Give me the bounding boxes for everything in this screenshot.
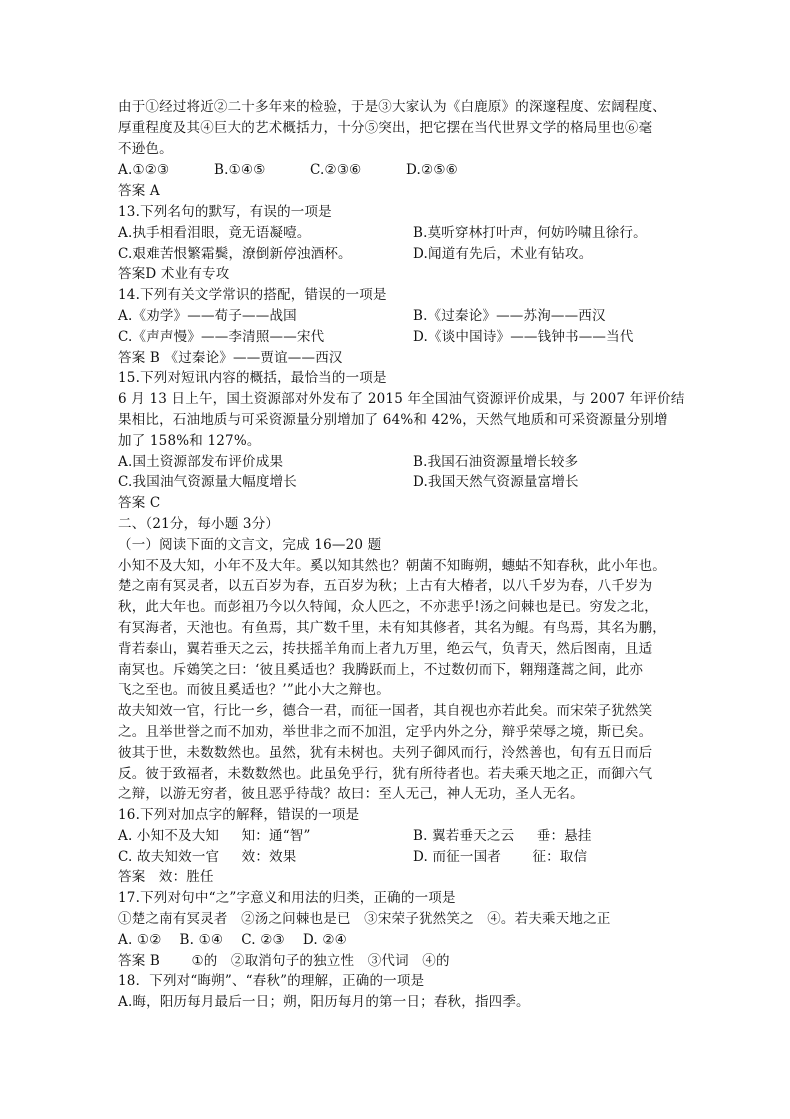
q17-option-b: B. ①④ — [179, 931, 224, 948]
q15-options-row-2 — [118, 472, 678, 493]
q15-option-c: C.我国油气资源量大幅度增长 — [118, 474, 297, 491]
q15-passage-line-3: 加了 158%和 127%。 — [118, 432, 261, 449]
q17-answer: 答案 B ①的 ②取消句子的独立性 ③代词 ④的 — [118, 952, 450, 969]
passage-line: 之。且举世誉之而不加劝，举世非之而不加沮，定乎内外之分，辩乎荣辱之境，斯已矣。 — [118, 723, 653, 740]
q18-stem: 18．下列对“晦朔”、“春秋”的理解，正确的一项是 — [118, 973, 425, 990]
question-17 — [118, 888, 678, 971]
q16-option-b: B. 翼若垂天之云 垂：悬挂 — [413, 827, 592, 844]
q13-options-row-1 — [118, 223, 678, 244]
q17-option-d: D. ②④ — [302, 931, 347, 948]
q17-options — [118, 930, 678, 951]
q13-answer: 答案D 术业有专攻 — [118, 266, 230, 283]
q17-option-a: A. ①② — [118, 931, 162, 948]
q12-options — [118, 160, 678, 181]
q14-stem: 14.下列有关文学常识的搭配，错误的一项是 — [118, 287, 387, 304]
q13-option-a: A.执手相看泪眼，竟无语凝噎。 — [118, 224, 311, 241]
q17-option-c: C. ②③ — [241, 931, 285, 948]
q16-option-d: D. 而征一国者 征：取信 — [413, 848, 588, 865]
q12-stem-line-3: 不逊色。 — [118, 140, 173, 157]
q12-option-b: B.①④⑤ — [214, 162, 266, 179]
q14-option-c: C.《声声慢》——李清照——宋代 — [118, 328, 325, 345]
q14-options-row-1 — [118, 306, 678, 327]
q13-option-d: D.闻道有先后，术业有钻攻。 — [413, 245, 593, 262]
passage-line: 反。彼于致福者，未数数然也。此虽免乎行，犹有所待者也。若夫乘天地之正，而御六气 — [118, 765, 653, 782]
q12-option-a: A.①②③ — [118, 162, 170, 179]
q12-answer: 答案 A — [118, 183, 160, 200]
question-13 — [118, 202, 678, 285]
q16-option-c: C. 故夫知效一官 效：效果 — [118, 848, 297, 865]
passage-line: 飞之至也。而彼且奚适也？’”此小大之辩也。 — [118, 682, 390, 699]
q15-passage-line-2: 果相比，石油地质与可采资源量分别增加了 64%和 42%，天然气地质和可采资源量分别增 — [118, 411, 668, 428]
q18-option-a: A.晦，阳历每月最后一日；朔，阳历每月的第一日；春秋，指四季。 — [118, 994, 530, 1011]
passage-line: 南冥也。斥鴳笑之曰：‘彼且奚适也？我腾跃而上，不过数仞而下，翱翔蓬蒿之间，此亦 — [118, 661, 644, 678]
q13-option-b: B.莫听穿林打叶声，何妨吟啸且徐行。 — [413, 224, 647, 241]
q12-option-d: D.②⑤⑥ — [406, 162, 458, 179]
passage-line: 秋，此大年也。而彭祖乃今以久特闻，众人匹之，不亦悲乎!汤之问棘也是已。穷发之北， — [118, 599, 658, 616]
q15-stem: 15.下列对短讯内容的概括，最恰当的一项是 — [118, 370, 387, 387]
question-16 — [118, 805, 678, 888]
passage-line: 故夫知效一官，行比一乡，德合一君，而征一国者，其自视也亦若此矣。而宋荣子犹然笑 — [118, 703, 653, 720]
q14-options-row-2 — [118, 327, 678, 348]
q16-options-row-1 — [118, 826, 678, 847]
q15-passage-line-1: 6 月 13 日上午，国土资源部对外发布了 2015 年全国油气资源评价成果，与 2007 年评价结 — [118, 391, 685, 408]
q15-option-a: A.国土资源部发布评价成果 — [118, 453, 284, 470]
q15-option-d: D.我国天然气资源量富增长 — [413, 474, 579, 491]
classical-passage — [118, 556, 678, 806]
passage-line: 之辩，以游无穷者，彼且恶乎待哉？故曰：至人无己，神人无功，圣人无名。 — [118, 786, 584, 803]
passage-line: 彼其于世，未数数然也。虽然，犹有未树也。夫列子御风而行，泠然善也，旬有五日而后 — [118, 744, 653, 761]
passage-line: 楚之南有冥灵者，以五百岁为春，五百岁为秋；上古有大椿者，以八千岁为春，八千岁为 — [118, 578, 653, 595]
q16-answer: 答案 效：胜任 — [118, 869, 214, 886]
q15-option-b: B.我国石油资源量增长较多 — [413, 453, 579, 470]
question-14 — [118, 285, 678, 368]
document-page — [118, 97, 685, 1013]
q16-stem: 16.下列对加点字的解释，错误的一项是 — [118, 807, 360, 824]
q12-stem-line-2: 厚重程度及其④巨大的艺术概括力，十分⑤突出，把它摆在当代世界文学的格局里也⑥毫 — [118, 119, 653, 136]
question-15 — [118, 368, 685, 514]
q15-answer: 答案 C — [118, 495, 161, 512]
section-2-heading: 二、（21分，每小题 3分） — [118, 515, 280, 532]
q17-items: ①楚之南有冥灵者 ②汤之问棘也是已 ③宋荣子犹然笑之 ④。若夫乘天地之正 — [118, 911, 611, 928]
q13-options-row-2 — [118, 244, 678, 265]
q15-options-row-1 — [118, 452, 678, 473]
passage-line: 小知不及大知，小年不及大年。奚以知其然也？朝菌不知晦朔，蟪蛄不知春秋，此小年也。 — [118, 557, 666, 574]
section-2-subheading: （一）阅读下面的文言文，完成 16—20 题 — [118, 536, 382, 553]
q14-option-b: B.《过秦论》——苏洵——西汉 — [413, 307, 606, 324]
q14-option-a: A.《劝学》——荀子——战国 — [118, 307, 297, 324]
q12-stem-line-1: 由于①经过将近②二十多年来的检验，于是③大家认为《白鹿原》的深邃程度、宏阔程度、 — [118, 99, 666, 115]
q16-option-a: A. 小知不及大知 知：通“智” — [118, 827, 311, 844]
q14-option-d: D.《谈中国诗》——钱钟书——当代 — [413, 328, 634, 345]
q13-stem: 13.下列名句的默写，有误的一项是 — [118, 203, 332, 220]
question-18 — [118, 971, 678, 1013]
passage-line: 有冥海者，天池也。有鱼焉，其广数千里，未有知其修者，其名为鲲。有鸟焉，其名为鹏， — [118, 619, 666, 636]
q16-options-row-2 — [118, 847, 678, 868]
q13-option-c: C.艰难苦恨繁霜鬓，潦倒新停浊酒杯。 — [118, 245, 352, 262]
q14-answer: 答案 B 《过秦论》——贾谊——西汉 — [118, 349, 343, 366]
q12-option-c: C.②③⑥ — [310, 162, 362, 179]
passage-line: 背若泰山，翼若垂天之云，抟扶摇羊角而上者九万里，绝云气，负青天，然后图南，且适 — [118, 640, 653, 657]
q17-stem: 17.下列对句中“之”字意义和用法的归类，正确的一项是 — [118, 890, 456, 907]
question-12 — [118, 97, 678, 202]
